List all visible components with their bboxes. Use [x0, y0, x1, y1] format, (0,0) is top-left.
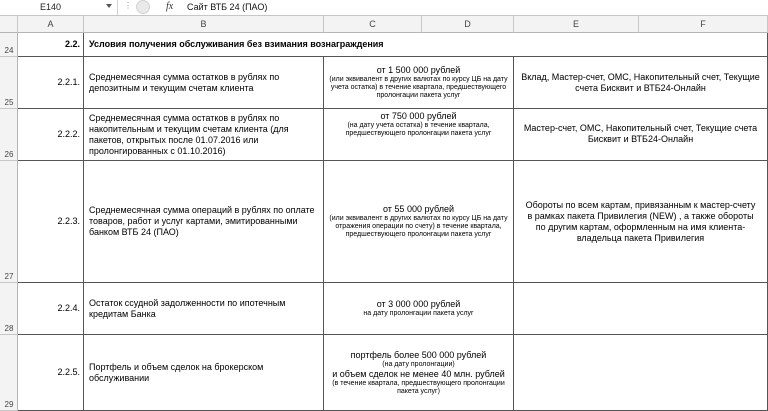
cell-b27[interactable] [84, 161, 324, 283]
column-header-e[interactable]: E [514, 16, 639, 33]
deals-volume-note: (в течение квартала, предшествующего пролонгации пакета услуг) [332, 379, 505, 395]
column-header-c[interactable]: C [324, 16, 422, 33]
item-index: 2.2.5. [57, 367, 80, 377]
condition-amount: от 55 000 рублей [383, 204, 454, 214]
condition-amount: от 750 000 рублей [380, 111, 457, 121]
row-header-29[interactable]: 29 [0, 335, 18, 411]
condition-description: Остаток ссудной задолженности по ипотечным кредитам Банка [89, 297, 286, 319]
row-header-25[interactable]: 25 [0, 57, 18, 109]
cell-e26[interactable] [514, 109, 768, 161]
formula-bar [0, 0, 768, 16]
item-index: 2.2.1. [57, 77, 80, 87]
cell-b25[interactable] [84, 57, 324, 109]
cell-b29[interactable] [84, 335, 324, 411]
condition-description: Среднемесячная сумма остатков в рублях по депозитным и текущим счетам клиента [89, 71, 280, 93]
cell-a25[interactable] [18, 57, 84, 109]
cell-a27[interactable] [18, 161, 84, 283]
chevron-down-icon[interactable] [106, 4, 112, 8]
deals-volume-amount: и объем сделок не менее 40 млн. рублей [332, 368, 505, 379]
cell-c27[interactable] [324, 161, 514, 283]
condition-description: Среднемесячная сумма операций в рублях по оплате товаров, работ и услуг картами, эмитированными банком ВТБ 24 (ПАО) [89, 205, 315, 237]
eligible-accounts: Вклад, Мастер-счет, ОМС, Накопительный счет, Текущие счета Бисквит и ВТБ24-Онлайн [521, 71, 760, 93]
item-index: 2.2.2. [57, 129, 80, 139]
cell-c28[interactable] [324, 283, 514, 335]
condition-description: Портфель и объем сделок на брокерском обслуживании [89, 361, 264, 383]
section-title: Условия получения обслуживания без взимания вознаграждения [89, 39, 384, 49]
condition-amount: от 3 000 000 рублей [376, 299, 461, 309]
condition-amount-note: на дату пролонгации пакета услуг [363, 310, 474, 317]
column-header-d[interactable]: D [422, 16, 514, 33]
cell-b28[interactable] [84, 283, 324, 335]
item-index: 2.2.3. [57, 216, 80, 226]
condition-description: Среднемесячная сумма остатков в рублях по накопительным и текущим счетам клиента (для пакетов, открытых после 01.07.2016 или пролонгированных с 01.10.2016) [89, 112, 289, 156]
column-header-f[interactable]: F [639, 16, 768, 33]
eligible-accounts: Обороты по всем картам, привязанным к мастер-счету в рамках пакета Привилегия (NEW) , а также обороты по другим картам, оформленным на имя клиента-владельца пакета Привилегия [525, 199, 756, 243]
cell-a28[interactable] [18, 283, 84, 335]
cell-a24[interactable] [18, 33, 84, 57]
eligible-accounts: Мастер-счет, ОМС, Накопительный счет, Текущие счета Бисквит и ВТБ24-Онлайн [523, 123, 758, 144]
cell-e29[interactable] [514, 335, 768, 411]
name-box[interactable] [0, 0, 118, 15]
portfolio-amount: портфель более 500 000 рублей [350, 349, 487, 360]
cell-e28[interactable] [514, 283, 768, 335]
column-header-b[interactable]: B [84, 16, 324, 33]
name-box-value: E140 [40, 2, 62, 12]
portfolio-amount-note: (на дату пролонгации) [382, 360, 455, 368]
formula-button-icon[interactable] [136, 0, 150, 14]
cell-e25[interactable] [514, 57, 768, 109]
cell-b24-section-title[interactable] [84, 33, 768, 57]
section-index: 2.2. [64, 39, 80, 49]
condition-amount-note: (или эквивалент в других валютах по курсу ЦБ на дату учета остатка) в течение квартала, предшествующего пролонгации пакета услуг [329, 76, 508, 99]
row-header-24[interactable]: 24 [0, 33, 18, 57]
row-header-27[interactable]: 27 [0, 161, 18, 283]
item-index: 2.2.4. [57, 303, 80, 313]
insert-function-button[interactable]: fx [166, 1, 174, 12]
cell-b26[interactable] [84, 109, 324, 161]
cell-c29[interactable] [324, 335, 514, 411]
drag-handle-icon[interactable]: ⋮ [124, 1, 132, 10]
cell-a29[interactable] [18, 335, 84, 411]
cell-a26[interactable] [18, 109, 84, 161]
cell-c26[interactable] [324, 109, 514, 161]
formula-bar-buttons [122, 0, 182, 15]
row-header-26[interactable]: 26 [0, 109, 18, 161]
cell-e27[interactable] [514, 161, 768, 283]
condition-amount-note: (или эквивалент в других валютах по курсу ЦБ на дату отражения операции по счету) в течение квартала, предшествующего пролонгации пакета услуг [329, 215, 508, 238]
formula-input[interactable]: Сайт ВТБ 24 (ПАО) [187, 2, 268, 12]
cell-c25[interactable] [324, 57, 514, 109]
condition-amount: от 1 500 000 рублей [376, 65, 461, 75]
column-header-a[interactable]: A [18, 16, 84, 33]
condition-amount-note: (на дату учета остатка) в течение квартала, предшествующего пролонгации пакета услуг [345, 122, 492, 137]
select-all-corner[interactable] [0, 16, 18, 33]
row-header-28[interactable]: 28 [0, 283, 18, 335]
